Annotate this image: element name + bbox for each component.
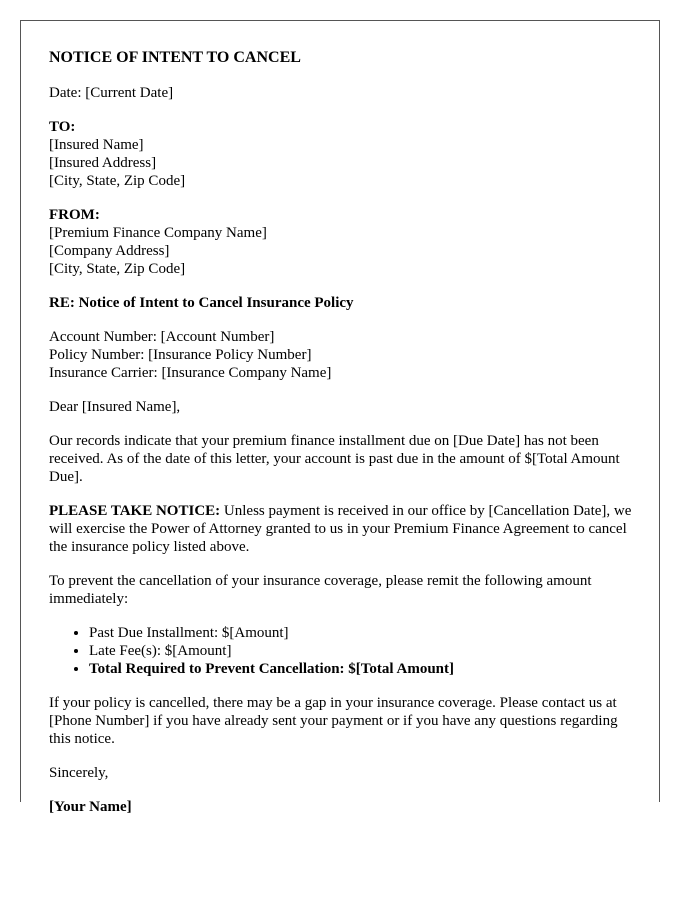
from-label: FROM: xyxy=(49,207,100,223)
to-label: TO: xyxy=(49,119,76,135)
insured-city-line: [City, State, Zip Code] xyxy=(49,173,186,189)
records-paragraph: Our records indicate that your premium finance installment due on [Due Date] has not been received. As of the date of this letter, your account is past due in the amount of $[Total Amount Due]. xyxy=(49,433,620,485)
insured-address-line: [Insured Address] xyxy=(49,155,157,171)
policy-number-line: Policy Number: [Insurance Policy Number] xyxy=(49,347,312,363)
insured-name-line: [Insured Name] xyxy=(49,137,144,153)
to-block xyxy=(49,118,634,190)
notice-lead: PLEASE TAKE NOTICE: xyxy=(49,503,221,519)
contact-paragraph: If your policy is cancelled, there may be a gap in your insurance coverage. Please contact us at [Phone Number] if you have already sent your payment or if you have any questions regarding this notice. xyxy=(49,695,618,747)
from-block xyxy=(49,206,634,278)
notice-paragraph xyxy=(49,502,634,556)
date-line: Date: [Current Date] xyxy=(49,85,174,101)
account-info-block xyxy=(49,328,634,382)
letter-body xyxy=(49,48,634,832)
past-due-item: • Past Due Installment: $[Amount] xyxy=(89,624,634,642)
closing: Sincerely, xyxy=(49,765,109,781)
signature-name: [Your Name] xyxy=(49,799,132,815)
total-required-item: • Total Required to Prevent Cancellation: $[Total Amount] xyxy=(89,660,634,678)
company-name-line: [Premium Finance Company Name] xyxy=(49,225,267,241)
insurance-carrier-line: Insurance Carrier: [Insurance Company Name] xyxy=(49,365,332,381)
letter-page xyxy=(20,20,660,815)
charges-list xyxy=(49,624,634,678)
salutation: Dear [Insured Name], xyxy=(49,399,181,415)
re-line: RE: Notice of Intent to Cancel Insurance Policy xyxy=(49,295,354,311)
letter-title: NOTICE OF INTENT TO CANCEL xyxy=(49,49,301,66)
late-fee-item: • Late Fee(s): $[Amount] xyxy=(89,642,634,660)
company-city-line: [City, State, Zip Code] xyxy=(49,261,186,277)
notice-text: Unless payment is received in our office by [Cancellation Date], we will exercise the Power of Attorney granted to us in your Premium Finance Agreement to cancel the insurance policy listed above. xyxy=(49,503,632,555)
company-address-line: [Company Address] xyxy=(49,243,170,259)
prevent-paragraph: To prevent the cancellation of your insurance coverage, please remit the following amount immediately: xyxy=(49,573,592,607)
account-number-line: Account Number: [Account Number] xyxy=(49,329,275,345)
